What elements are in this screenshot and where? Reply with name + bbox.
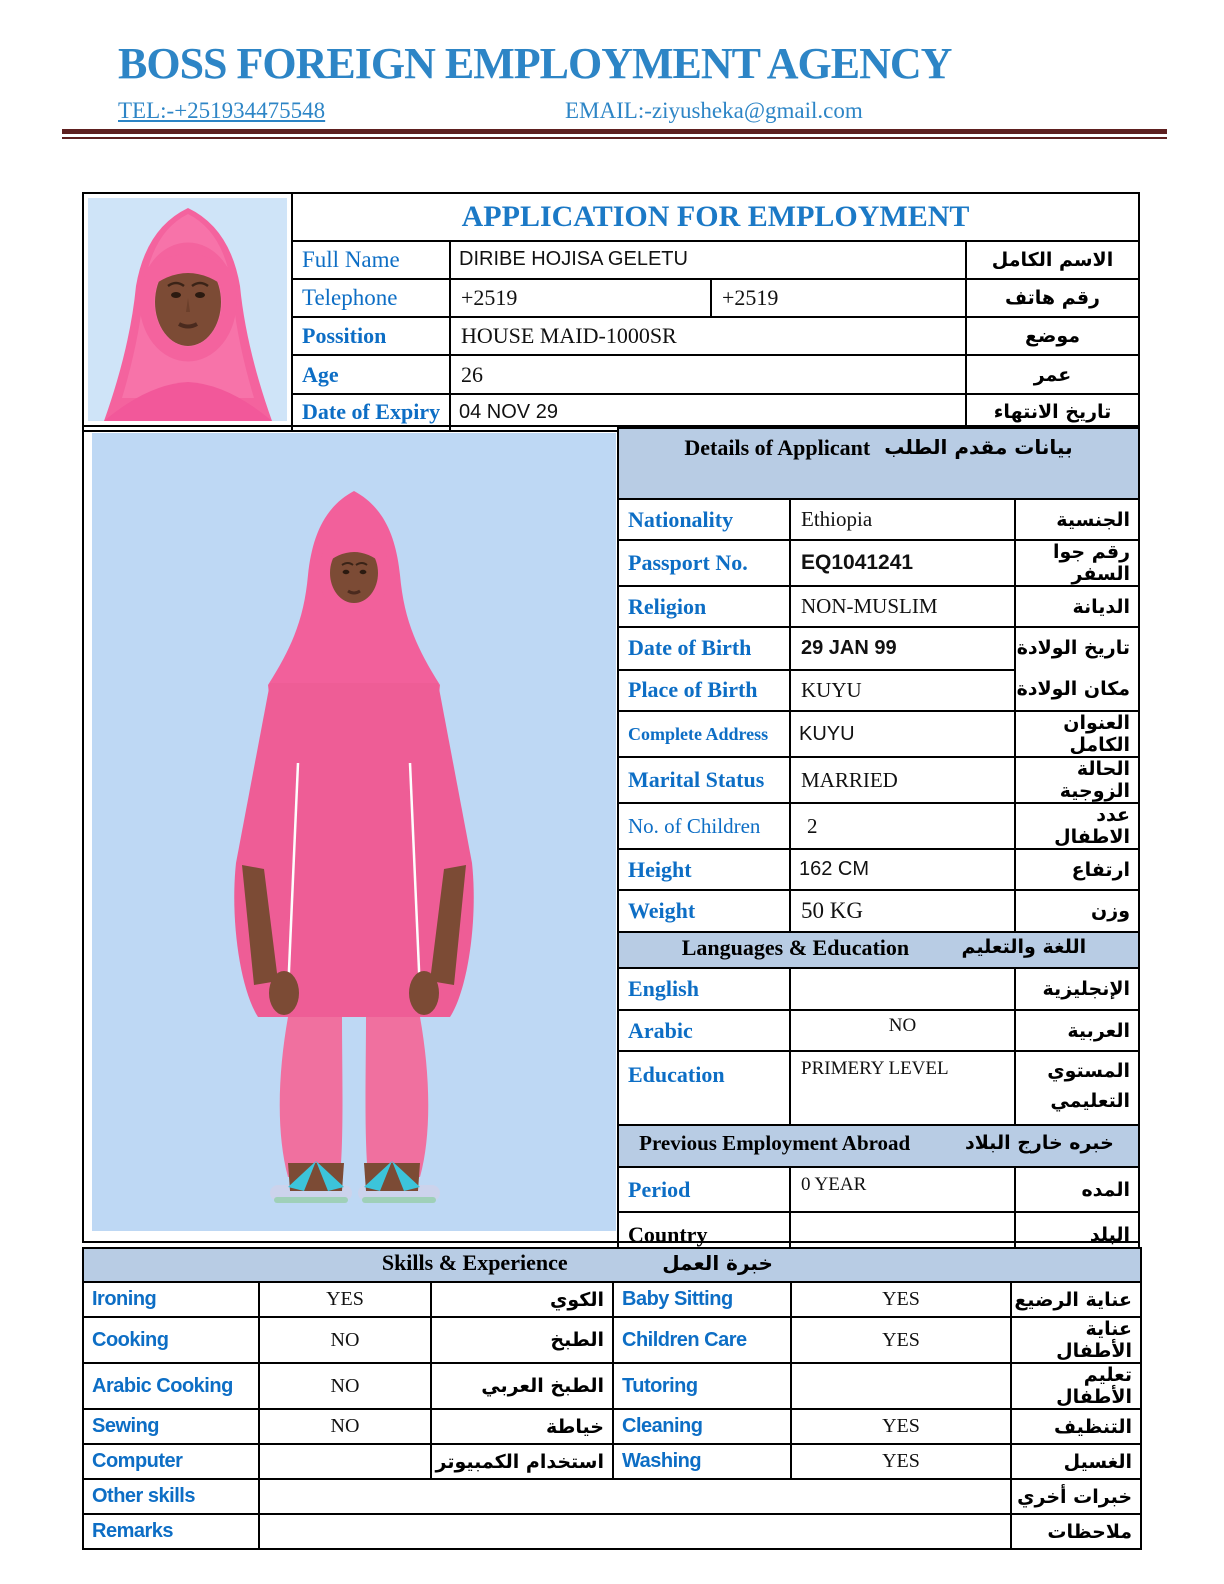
address-label: Complete Address bbox=[618, 711, 790, 757]
tel-link[interactable]: TEL:-+251934475548 bbox=[118, 98, 326, 123]
details-header-ar: بيانات مقدم الطلب bbox=[884, 435, 1073, 459]
details-section bbox=[617, 427, 1138, 1247]
row-date-of-birth bbox=[618, 627, 1139, 670]
row-weight bbox=[618, 890, 1139, 932]
skills-row-3 bbox=[83, 1363, 1141, 1409]
row-height bbox=[618, 849, 1139, 890]
other-skills-value bbox=[259, 1479, 1011, 1514]
dob-label: Date of Birth bbox=[618, 627, 790, 670]
details-table bbox=[617, 427, 1140, 1259]
remarks-label-ar: ملاحظات bbox=[1011, 1514, 1141, 1549]
tutoring-label-ar: تعليم الأطفال bbox=[1011, 1363, 1141, 1409]
row-marital bbox=[618, 757, 1139, 803]
period-value: 0 YEAR bbox=[790, 1167, 1015, 1212]
weight-value: 50 KG bbox=[790, 890, 1015, 932]
position-value: HOUSE MAID-1000SR bbox=[450, 317, 966, 355]
dob-value: 29 JAN 99 bbox=[790, 627, 1015, 670]
row-passport bbox=[618, 540, 1139, 586]
skills-header bbox=[83, 1248, 1141, 1282]
contact-line bbox=[118, 98, 863, 124]
previous-employment-header-en: Previous Employment Abroad bbox=[639, 1131, 911, 1155]
full-name-label: Full Name bbox=[292, 241, 450, 279]
telephone-label-ar: رقم هاتف bbox=[966, 279, 1139, 317]
washing-label-ar: الغسيل bbox=[1011, 1444, 1141, 1479]
telephone-value-1: +2519 bbox=[450, 279, 711, 317]
english-label: English bbox=[618, 968, 790, 1010]
agency-name: BOSS FOREIGN EMPLOYMENT AGENCY bbox=[118, 39, 952, 88]
expiry-label: Date of Expiry bbox=[292, 394, 450, 431]
skills-row-5 bbox=[83, 1444, 1141, 1479]
country-label: Country bbox=[618, 1212, 790, 1258]
arabic-cooking-value: NO bbox=[259, 1363, 431, 1409]
arabic-label: Arabic bbox=[618, 1010, 790, 1051]
religion-label-ar: الديانة bbox=[1015, 586, 1139, 627]
languages-header-ar: اللغة والتعليم bbox=[961, 936, 1087, 958]
english-label-ar: الإنجليزية bbox=[1015, 968, 1139, 1010]
pob-label-ar: مكان الولادة bbox=[1016, 678, 1131, 700]
ironing-value: YES bbox=[259, 1282, 431, 1317]
cleaning-label: Cleaning bbox=[613, 1409, 791, 1444]
children-care-label: Children Care bbox=[613, 1317, 791, 1363]
birth-labels-ar bbox=[1015, 627, 1139, 711]
english-value bbox=[790, 968, 1015, 1010]
computer-value bbox=[259, 1444, 431, 1479]
previous-employment-header-ar: خبره خارج البلاد bbox=[965, 1132, 1114, 1154]
details-header bbox=[618, 428, 1139, 499]
marital-label: Marital Status bbox=[618, 757, 790, 803]
row-period bbox=[618, 1167, 1139, 1212]
passport-label: Passport No. bbox=[618, 540, 790, 586]
full-name-value: DIRIBE HOJISA GELETU bbox=[450, 241, 966, 279]
arabic-value: NO bbox=[790, 1010, 1015, 1051]
arabic-cooking-label: Arabic Cooking bbox=[83, 1363, 259, 1409]
skills-header-ar: خبرة العمل bbox=[662, 1251, 773, 1275]
weight-label-ar: وزن bbox=[1015, 890, 1139, 932]
row-other-skills bbox=[83, 1479, 1141, 1514]
applicant-fullbody-photo bbox=[92, 433, 616, 1231]
tutoring-label: Tutoring bbox=[613, 1363, 791, 1409]
height-label: Height bbox=[618, 849, 790, 890]
applicant-headshot-photo bbox=[88, 198, 287, 421]
religion-value: NON-MUSLIM bbox=[790, 586, 1015, 627]
age-value: 26 bbox=[450, 355, 966, 393]
other-skills-label-ar: خبرات أخري bbox=[1011, 1479, 1141, 1514]
washing-label: Washing bbox=[613, 1444, 791, 1479]
headshot-photo-cell bbox=[83, 193, 292, 431]
pob-label: Place of Birth bbox=[618, 670, 790, 712]
full-name-label-ar: الاسم الكامل bbox=[966, 241, 1139, 279]
arabic-label-ar: العربية bbox=[1015, 1010, 1139, 1051]
religion-label: Religion bbox=[618, 586, 790, 627]
row-arabic bbox=[618, 1010, 1139, 1051]
dob-label-ar: تاريخ الولادة bbox=[1016, 637, 1131, 659]
row-religion bbox=[618, 586, 1139, 627]
skills-header-en: Skills & Experience bbox=[381, 1250, 568, 1275]
education-label: Education bbox=[618, 1051, 790, 1125]
marital-label-ar: الحالة الزوجية bbox=[1015, 757, 1139, 803]
address-label-ar: العنوان الكامل bbox=[1015, 711, 1139, 757]
children-label-ar: عدد الاطفال bbox=[1015, 803, 1139, 849]
children-care-label-ar: عناية الأطفال bbox=[1011, 1317, 1141, 1363]
expiry-value: 04 NOV 29 bbox=[450, 394, 966, 431]
address-value: KUYU bbox=[790, 711, 1015, 757]
nationality-value: Ethiopia bbox=[790, 499, 1015, 540]
sewing-value: NO bbox=[259, 1409, 431, 1444]
skills-row-4 bbox=[83, 1409, 1141, 1444]
computer-label: Computer bbox=[83, 1444, 259, 1479]
position-label-ar: موضع bbox=[966, 317, 1139, 355]
age-label-ar: عمر bbox=[966, 355, 1139, 393]
previous-employment-header bbox=[618, 1125, 1139, 1167]
baby-sitting-label-ar: عناية الرضيع bbox=[1011, 1282, 1141, 1317]
cooking-value: NO bbox=[259, 1317, 431, 1363]
remarks-value bbox=[259, 1514, 1011, 1549]
telephone-value-2: +2519 bbox=[711, 279, 966, 317]
pob-value: KUYU bbox=[790, 670, 1015, 712]
languages-header-en: Languages & Education bbox=[681, 935, 910, 960]
country-label-ar: البلد bbox=[1015, 1212, 1139, 1258]
children-care-value: YES bbox=[791, 1317, 1011, 1363]
row-english bbox=[618, 968, 1139, 1010]
period-label-ar: المده bbox=[1015, 1167, 1139, 1212]
telephone-label: Telephone bbox=[292, 279, 450, 317]
middle-band bbox=[82, 425, 1140, 1247]
education-value: PRIMERY LEVEL bbox=[790, 1051, 1015, 1125]
passport-value: EQ1041241 bbox=[790, 540, 1015, 586]
education-label-ar: المستوي التعليمي bbox=[1015, 1051, 1139, 1125]
skills-table bbox=[82, 1247, 1142, 1550]
cleaning-value: YES bbox=[791, 1409, 1011, 1444]
height-value: 162 CM bbox=[790, 849, 1015, 890]
skills-row-1 bbox=[83, 1282, 1141, 1317]
email-text: EMAIL:-ziyusheka@gmail.com bbox=[565, 98, 863, 123]
marital-value: MARRIED bbox=[790, 757, 1015, 803]
period-label: Period bbox=[618, 1167, 790, 1212]
height-label-ar: ارتفاع bbox=[1015, 849, 1139, 890]
ironing-label: Ironing bbox=[83, 1282, 259, 1317]
children-label: No. of Children bbox=[618, 803, 790, 849]
arabic-cooking-label-ar: الطبخ العربي bbox=[431, 1363, 613, 1409]
languages-header bbox=[618, 932, 1139, 968]
sewing-label: Sewing bbox=[83, 1409, 259, 1444]
expiry-label-ar: تاريخ الانتهاء bbox=[966, 394, 1139, 431]
passport-label-ar: رقم جوا السفر bbox=[1015, 540, 1139, 586]
skills-row-2 bbox=[83, 1317, 1141, 1363]
ironing-label-ar: الكوي bbox=[431, 1282, 613, 1317]
nationality-label-ar: الجنسية bbox=[1015, 499, 1139, 540]
details-header-en: Details of Applicant bbox=[684, 435, 871, 460]
baby-sitting-value: YES bbox=[791, 1282, 1011, 1317]
application-title: APPLICATION FOR EMPLOYMENT bbox=[292, 193, 1139, 241]
nationality-label: Nationality bbox=[618, 499, 790, 540]
cooking-label: Cooking bbox=[83, 1317, 259, 1363]
baby-sitting-label: Baby Sitting bbox=[613, 1282, 791, 1317]
application-table bbox=[82, 192, 1140, 432]
children-value: 2 bbox=[790, 803, 1015, 849]
washing-value: YES bbox=[791, 1444, 1011, 1479]
cleaning-label-ar: التنظيف bbox=[1011, 1409, 1141, 1444]
row-education bbox=[618, 1051, 1139, 1125]
other-skills-label: Other skills bbox=[83, 1479, 259, 1514]
row-remarks bbox=[83, 1514, 1141, 1549]
tutoring-value bbox=[791, 1363, 1011, 1409]
row-nationality bbox=[618, 499, 1139, 540]
position-label: Possition bbox=[292, 317, 450, 355]
row-children bbox=[618, 803, 1139, 849]
header-rule bbox=[62, 129, 1167, 139]
cooking-label-ar: الطبخ bbox=[431, 1317, 613, 1363]
weight-label: Weight bbox=[618, 890, 790, 932]
age-label: Age bbox=[292, 355, 450, 393]
computer-label-ar: استخدام الكمبيوتر bbox=[431, 1444, 613, 1479]
sewing-label-ar: خياطة bbox=[431, 1409, 613, 1444]
row-address bbox=[618, 711, 1139, 757]
remarks-label: Remarks bbox=[83, 1514, 259, 1549]
